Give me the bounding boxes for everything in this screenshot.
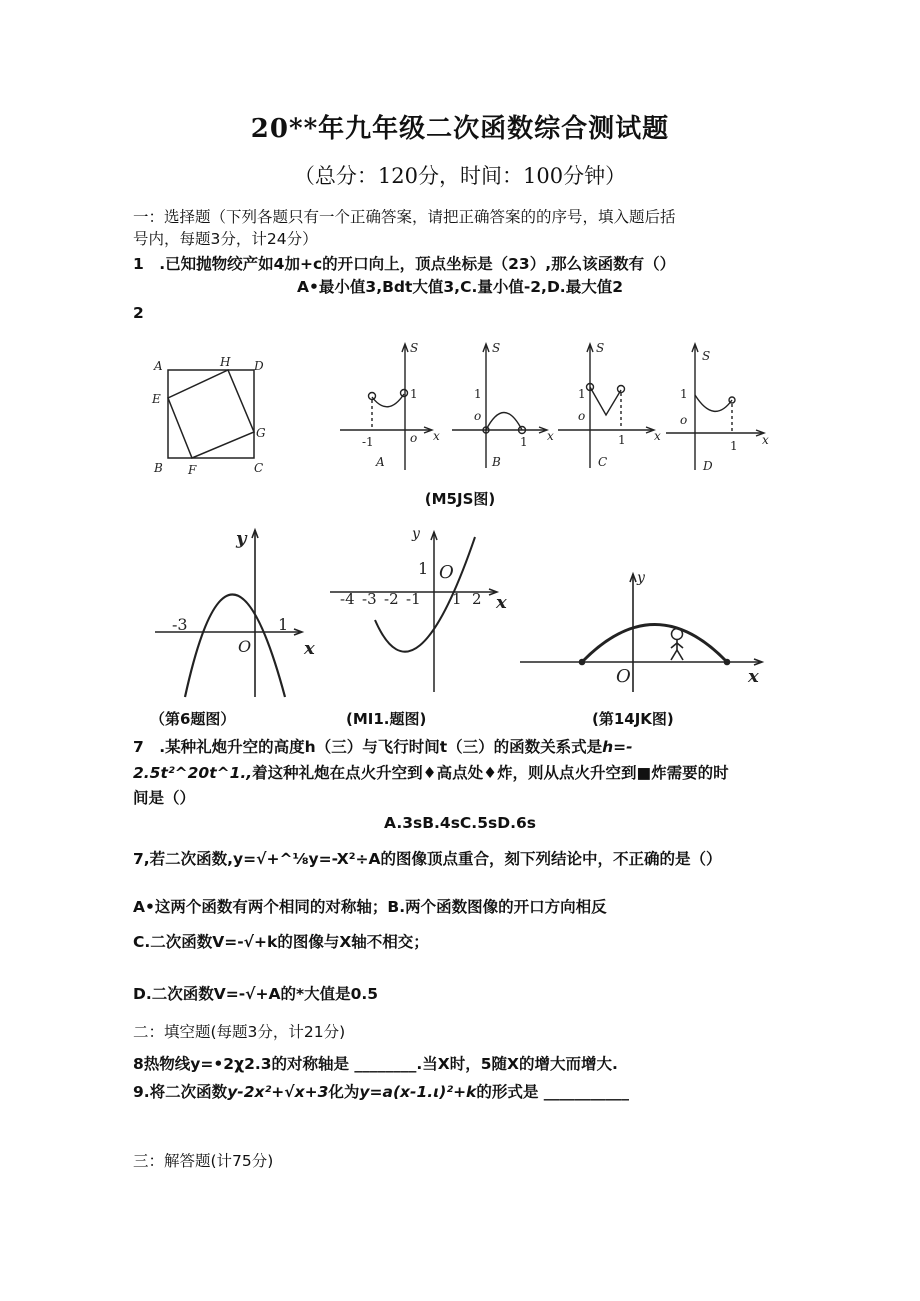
graph-b-axis-s: S <box>492 341 501 355</box>
graph-b-label: B <box>492 455 501 469</box>
graph-a <box>340 344 432 470</box>
graph-a-axis-s: S <box>410 341 419 355</box>
fig-mi1-axis-x: x <box>496 592 507 613</box>
fig6-tick-1: 1 <box>278 615 289 634</box>
square-label-g: G <box>256 426 266 440</box>
fig6-axis-x: x <box>304 638 315 659</box>
square-label-f: F <box>188 463 197 477</box>
question-7b-option-ab: A•这两个函数有两个相同的对称轴；B.两个函数图像的开口方向相反 <box>133 898 607 916</box>
question-7a-line1-text: 7 .某种礼炮升空的高度h（三）与飞行时间t（三）的函数关系式是 <box>133 738 603 756</box>
question-1-options: A•最小值3,Bdt大值3,C.量小值-2,D.最大值2 <box>297 278 623 296</box>
fig-mi1-axis-y: y <box>412 526 420 542</box>
question-7a-formula: 2.5t²^20t^1., <box>133 764 253 782</box>
fig14-axis-x: x <box>748 666 759 687</box>
question-7b-option-d: D.二次函数V=-√+A的*大值是0.5 <box>133 985 379 1003</box>
section2-heading: 二：填空题(每题3分，计21分) <box>133 1023 346 1041</box>
question-7b-text: 7,若二次函数,y=√+^⅛y=-X²÷A的图像顶点重合，刻下列结论中，不正确的是（） <box>133 850 722 868</box>
graph-d-tick-1y: 1 <box>680 387 688 401</box>
fig-mi1-tick-1: 1 <box>452 590 462 608</box>
graph-b <box>452 344 547 468</box>
question-7a-line2 <box>133 762 729 784</box>
square-label-c: C <box>254 461 264 475</box>
graph-d-tick-1x: 1 <box>730 439 738 453</box>
square-label-h: H <box>220 355 231 369</box>
fig-mi1-caption: (MI1.题图) <box>346 710 427 728</box>
question-7b-option-c: C.二次函数V=-√+k的图像与X轴不相交； <box>133 933 429 951</box>
question-8-text: 8热物线y=•2χ2.3的对称轴是 ________.当X时，5随X的增大而增大. <box>133 1055 618 1073</box>
graph-a-tick-neg1: -1 <box>362 435 374 449</box>
graph-d-axis-x: x <box>762 433 769 447</box>
question-9-mid: 化为 <box>328 1083 360 1101</box>
graph-a-axis-x: x <box>433 429 440 443</box>
graph-c-origin: o <box>578 409 586 423</box>
fig-mi1-tick-2: 2 <box>472 590 482 608</box>
question-7a-line3: 间是（） <box>133 789 196 807</box>
page-subtitle: （总分：120分，时间：100分钟） <box>293 164 627 188</box>
graph-a-label: A <box>376 455 385 469</box>
fig14-caption: (第14JK图) <box>592 710 674 728</box>
figure-row-1-caption: (M5JS图) <box>424 490 496 508</box>
graph-c-tick-1x: 1 <box>618 433 626 447</box>
graph-c-axis-s: S <box>596 341 605 355</box>
graph-c-tick-1y: 1 <box>578 387 586 401</box>
graph-a-tick-1: 1 <box>410 387 418 401</box>
fig-mi1-graph <box>330 532 497 692</box>
square-label-d: D <box>254 359 264 373</box>
question-9-text <box>133 1081 629 1103</box>
graph-d-label: D <box>703 459 713 473</box>
fig-mi1-tick-neg3: -3 <box>362 590 377 608</box>
fig6-tick-neg3: -3 <box>172 615 188 634</box>
fig-mi1-origin: O <box>439 562 454 583</box>
fig-mi1-tick-neg4: -4 <box>340 590 355 608</box>
fig6-caption: （第6题图） <box>150 710 236 728</box>
section1-heading-line1: 一：选择题（下列各题只有一个正确答案，请把正确答案的的序号，填入题后括 <box>133 208 676 226</box>
fig6-origin: O <box>238 637 252 656</box>
graph-c-label: C <box>598 455 608 469</box>
question-7a-line1 <box>133 736 633 758</box>
graph-d-origin: o <box>680 413 688 427</box>
graph-d-axis-s: S <box>702 349 711 363</box>
fig-mi1-tick-neg2: -2 <box>384 590 399 608</box>
question-7a-options: A.3sB.4sC.5sD.6s <box>384 814 536 832</box>
figure-row-2 <box>150 522 770 702</box>
square-diagram <box>168 370 254 458</box>
graph-b-tick-1y: 1 <box>474 387 482 401</box>
fig6-graph <box>155 530 302 697</box>
question-9-pre: 9.将二次函数 <box>133 1083 228 1101</box>
question-1-text: 1 .已知抛物绞产如4加+c的开口向上，顶点坐标是（23）,那么该函数有（） <box>133 255 676 273</box>
square-label-b: B <box>154 461 163 475</box>
fig14-graph <box>520 574 762 692</box>
question-9-post: 的形式是 ___________ <box>476 1083 630 1101</box>
graph-a-origin: o <box>410 431 418 445</box>
fig6-axis-y: y <box>236 528 247 549</box>
graph-c-axis-x: x <box>654 429 661 443</box>
graph-c <box>558 344 654 468</box>
fig-mi1-tick-neg1: -1 <box>406 590 421 608</box>
page-title: 20**年九年级二次函数综合测试题 <box>250 114 670 144</box>
section1-heading-line2: 号内，每题3分，计24分） <box>133 230 318 248</box>
section3-heading: 三：解答题(计75分) <box>133 1152 274 1170</box>
graph-b-origin: o <box>474 409 482 423</box>
question-7a-line2-text: 着这种礼炮在点火升空到♦高点处♦炸，则从点火升空到■炸需要的时 <box>252 764 729 782</box>
graph-b-axis-x: x <box>547 429 554 443</box>
square-label-e: E <box>152 392 161 406</box>
question-9-formula-2: y=a(x-1.ι)²+k <box>359 1083 477 1101</box>
fig14-origin: O <box>616 666 631 687</box>
graph-d <box>666 344 764 470</box>
square-label-a: A <box>154 359 163 373</box>
fig-mi1-tick-y1: 1 <box>418 559 429 578</box>
question-2-number: 2 <box>133 304 144 322</box>
graph-b-tick-1x: 1 <box>520 435 528 449</box>
question-7a-formula-start: h=- <box>602 738 633 756</box>
fig14-axis-y: y <box>637 570 645 586</box>
figure-row-1 <box>140 340 780 480</box>
question-9-formula-1: y-2x²+√x+3 <box>227 1083 329 1101</box>
